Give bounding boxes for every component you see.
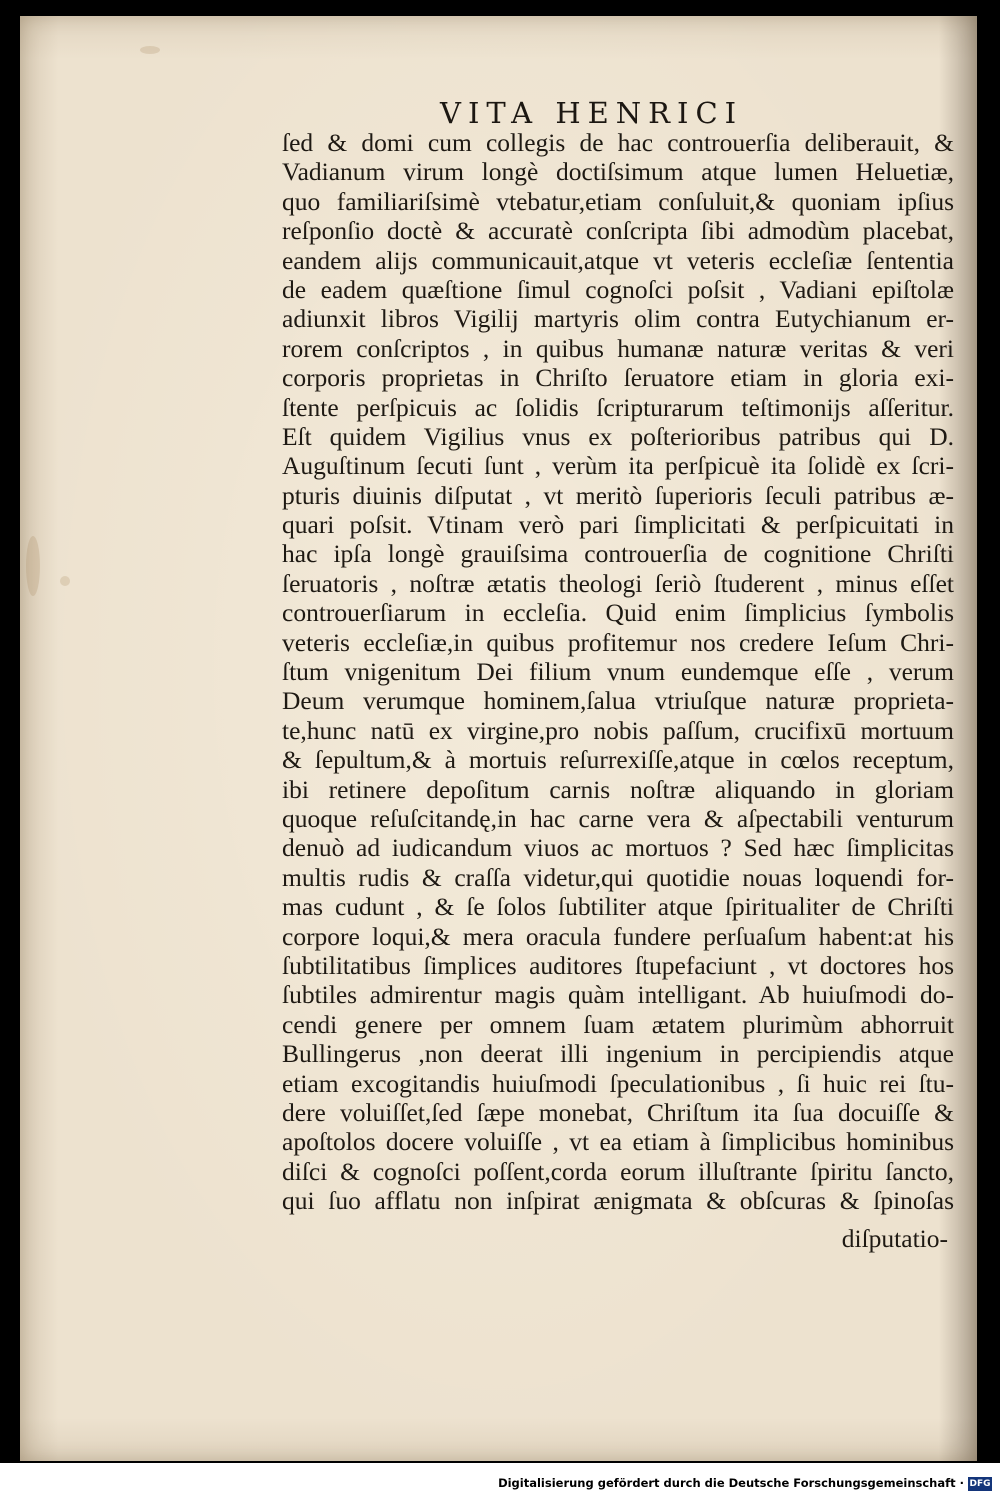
text-line: Vadianum virum longè doctiſsimum atque lumen Heluetiæ, [282, 157, 954, 187]
catchword: diſputatio- [841, 1224, 948, 1253]
paper-stain [60, 576, 70, 586]
body-text [282, 128, 954, 1215]
text-line: quo familiariſsimè vtebatur,etiam conſuluit,& quoniam ipſius [282, 186, 954, 216]
text-line: pturis diuinis diſputat , vt meritò ſuperioris ſeculi patribus æ- [282, 480, 954, 510]
text-line: apoſtolos docere voluiſſe , vt ea etiam à ſimplicibus hominibus [282, 1127, 954, 1157]
text-line: corporis proprietas in Chriſto ſeruatore etiam in gloria exi- [282, 363, 954, 393]
text-line: rorem conſcriptos , in quibus humanæ naturæ veritas & veri [282, 333, 954, 363]
text-line: te,hunc natū ex virgine,pro nobis paſſum, crucifixū mortuum [282, 715, 954, 745]
dfg-logo: DFG [969, 1479, 991, 1489]
text-line: dere voluiſſet,ſed ſæpe monebat, Chriſtum ita ſua docuiſſe & [282, 1097, 954, 1127]
text-line: reſponſio doctè & accuratè conſcripta ſibi admodùm placebat, [282, 216, 954, 246]
text-line: quoque reſuſcitandę,in hac carne vera & aſpectabili venturum [282, 803, 954, 833]
text-line: diſci & cognoſci poſſent,corda eorum illuſtrante ſpiritu ſancto, [282, 1156, 954, 1186]
text-line: de eadem quæſtione ſimul cognoſci poſsit , Vadiani epiſtolæ [282, 274, 954, 304]
text-line: etiam excogitandis huiuſmodi ſpeculationibus , ſi huic rei ſtu- [282, 1068, 954, 1098]
text-line: mas cudunt , & ſe ſolos ſubtiliter atque ſpiritualiter de Chriſti [282, 892, 954, 922]
digitization-credit: Digitalisierung gefördert durch die Deutsche Forschungsgemeinschaft · [498, 1476, 964, 1490]
text-line: multis rudis & craſſa videtur,qui quotidie nouas loquendi for- [282, 862, 954, 892]
text-line: ſtente perſpicuis ac ſolidis ſcripturarum teſtimonijs aſſeritur. [282, 392, 954, 422]
paper-stain [140, 46, 160, 54]
text-line: hac ipſa longè grauiſsima controuerſia de cognitione Chriſti [282, 539, 954, 569]
text-line: cendi genere per omnem ſuam ætatem plurimùm abhorruit [282, 1009, 954, 1039]
digitization-credit-banner [0, 1463, 1000, 1499]
running-head: VITA HENRICI [440, 96, 744, 130]
text-line: Bullingerus ,non deerat illi ingenium in percipiendis atque [282, 1039, 954, 1069]
text-line: controuerſiarum in eccleſia. Quid enim ſimplicius ſymbolis [282, 598, 954, 628]
paper-stain [26, 536, 40, 596]
text-line: veteris eccleſiæ,in quibus profitemur nos credere Ieſum Chri- [282, 627, 954, 657]
text-line: eandem alijs communicauit,atque vt veteris eccleſiæ ſententia [282, 245, 954, 275]
text-line: Deum verumque hominem,ſalua vtriuſque naturæ proprieta- [282, 686, 954, 716]
text-line: qui ſuo afflatu non inſpirat ænigmata & obſcuras & ſpinoſas [282, 1186, 954, 1216]
text-line: denuò ad iudicandum viuos ac mortuos ? Sed hæc ſimplicitas [282, 833, 954, 863]
text-line: ſtum vnigenitum Dei filium vnum eundemque eſſe , verum [282, 657, 954, 687]
text-line: quari poſsit. Vtinam verò pari ſimplicitati & perſpicuitati in [282, 510, 954, 540]
text-line: ſed & domi cum collegis de hac controuerſia deliberauit, & [282, 128, 954, 157]
text-line: ſubtiles admirentur magis quàm intelligant. Ab huiuſmodi do- [282, 980, 954, 1010]
text-line: ibi retinere depoſitum carnis noſtræ aliquando in gloriam [282, 774, 954, 804]
text-line: & ſepultum,& à mortuis reſurrexiſſe,atque in cœlos receptum, [282, 745, 954, 775]
text-line: Auguſtinum ſecuti ſunt , verùm ita perſpicuè ita ſolidè ex ſcri- [282, 451, 954, 481]
text-line: Eſt quidem Vigilius vnus ex poſterioribus patribus qui D. [282, 421, 954, 451]
text-line: ſeruatoris , noſtræ ætatis theologi ſeriò ſtuderent , minus eſſet [282, 568, 954, 598]
text-line: ſubtilitatibus ſimplices auditores ſtupefaciunt , vt doctores hos [282, 950, 954, 980]
text-line: corpore loqui,& mera oracula fundere perſuaſum habent:at his [282, 921, 954, 951]
text-line: adiunxit libros Vigilij martyris olim contra Eutychianum er- [282, 304, 954, 334]
